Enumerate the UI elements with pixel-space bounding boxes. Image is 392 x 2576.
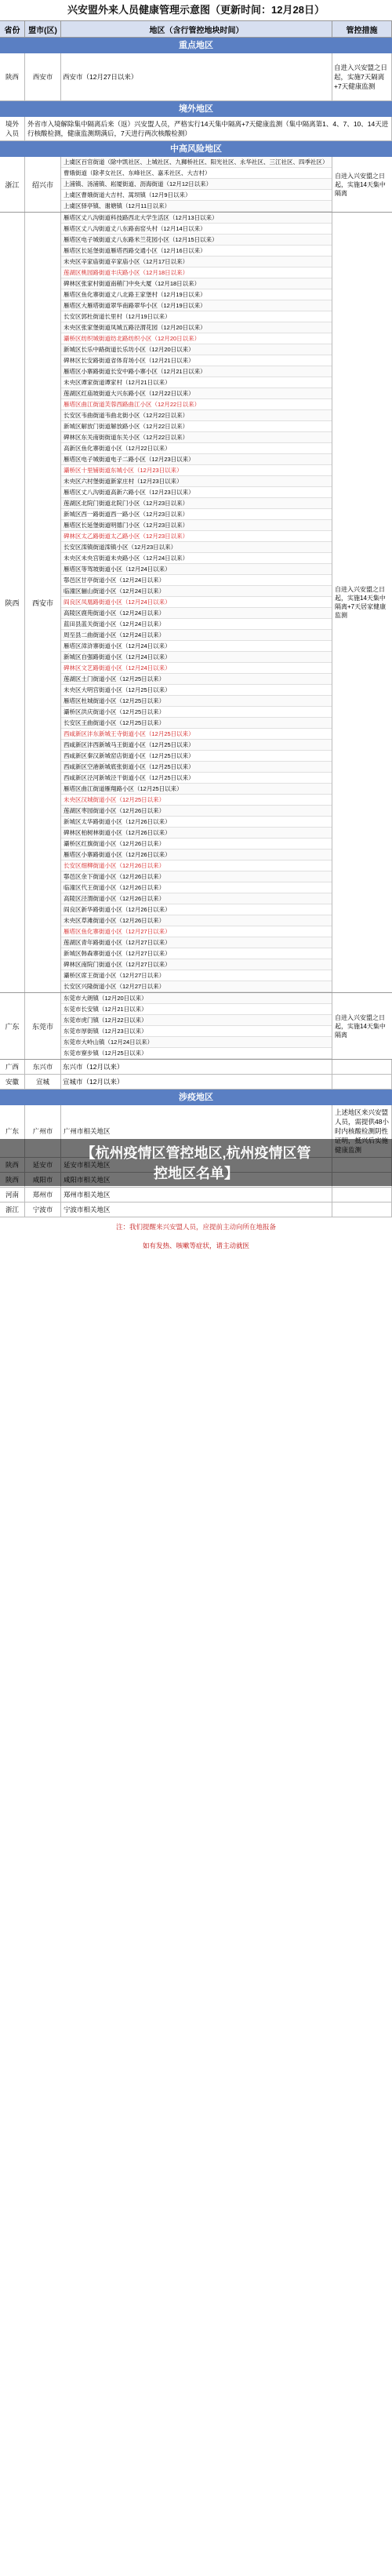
- city-cell: 宣城: [25, 1075, 61, 1089]
- area-item: 长安区滦镇街道滦镇小区（12月23日以来）: [61, 542, 332, 553]
- area-item: 东莞市虎门镇（12月22日以来）: [61, 1015, 332, 1026]
- city-cell: 西安市: [25, 53, 61, 100]
- area-item: 新城区长乐中路街道长乐坊小区（12月20日以来）: [61, 344, 332, 355]
- area-item: 长安区王曲街道小区（12月25日以来）: [61, 718, 332, 729]
- page-title: 兴安盟外来人员健康管理示意图（更新时间：12月28日）: [0, 0, 392, 21]
- area-item: 临潼区代王街道小区（12月26日以来）: [61, 882, 332, 893]
- area-item: 东莞市寮步镇（12月25日以来）: [61, 1048, 332, 1059]
- area-item: 碑林区南院门街道小区（12月27日以来）: [61, 959, 332, 970]
- area-item: 未央区张家堡街道凤城五路泾渭花园（12月20日以来）: [61, 322, 332, 333]
- area-item: 雁塔区丈八沟街道高新六路小区（12月23日以来）: [61, 487, 332, 498]
- area-item: 东莞市大岭山镇（12月24日以来）: [61, 1037, 332, 1048]
- area-item: 长安区细柳街道小区（12月26日以来）: [61, 860, 332, 871]
- area-item: 西咸新区沣东新城王寺街道小区（12月25日以来）: [61, 729, 332, 740]
- measure-cell: [332, 1060, 392, 1074]
- city-cell: 广州市: [25, 1105, 61, 1157]
- area-item: 东莞市厚街镇（12月23日以来）: [61, 1026, 332, 1037]
- area-item: 碑林区太乙路街道太乙路小区（12月23日以来）: [61, 531, 332, 542]
- area-item: 高新区鱼化寨街道小区（12月22日以来）: [61, 443, 332, 454]
- guangdong-areas: [61, 993, 332, 1059]
- header-city: 盟市(区): [25, 21, 61, 37]
- area-item: 东莞市大朗镇（12月20日以来）: [61, 993, 332, 1004]
- province-cell: 浙江: [0, 157, 25, 212]
- intl-text: 外省市入境解除集中隔离后来（返）兴安盟人员，严格实行14天集中隔离+7天健康监测（集中隔离第1、4、7、10、14天进行核酸检测，健康监测期满后，7天进行两次核酸检测）: [25, 117, 392, 140]
- area-item: 莲湖区红庙坡街道大兴东路小区（12月22日以来）: [61, 388, 332, 399]
- header-measures: 管控措施: [332, 21, 392, 37]
- city-cell: 绍兴市: [25, 157, 61, 212]
- area-item: 雁塔区鱼化寨街道小区（12月27日以来）: [61, 926, 332, 937]
- measure-cell: 自进入兴安盟之日起，实施14天集中隔离+7天居家健康监测: [335, 586, 387, 619]
- measure-cell: 自进入兴安盟之日起，实施14天集中隔离: [335, 1013, 386, 1039]
- area-item: 阎良区凤凰路街道小区（12月24日以来）: [61, 597, 332, 608]
- area-item: 灞桥区红旗街道小区（12月26日以来）: [61, 839, 332, 850]
- area-item: 西咸新区沣西新城马王街道小区（12月25日以来）: [61, 740, 332, 751]
- area-item: 莲湖区青年路街道小区（12月27日以来）: [61, 937, 332, 948]
- area-item: 未央区汉城街道小区（12月25日以来）: [61, 795, 332, 806]
- note-2: 如有发热、咳嗽等症状，请主动就医: [142, 1242, 249, 1250]
- area-item: 长安区兴隆街道小区（12月27日以来）: [61, 981, 332, 992]
- area-item: 蓝田县蓝关街道小区（12月24日以来）: [61, 619, 332, 630]
- area-item: 未央区辛家庙街道辛家庙小区（12月17日以来）: [61, 257, 332, 267]
- measure-cell: [332, 1075, 392, 1089]
- city-cell: 东莞市: [25, 993, 61, 1059]
- overlay-line-2: 控地区名单】: [154, 1166, 238, 1181]
- area-cell: 郑州市相关地区: [61, 1188, 332, 1202]
- area-item: 莲湖区北院门街道北院门小区（12月23日以来）: [61, 498, 332, 509]
- area-item: 新城区自强路街道小区（12月24日以来）: [61, 652, 332, 663]
- area-cell: 广州市相关地区: [61, 1105, 332, 1157]
- area-item: 东莞市长安镇（12月21日以来）: [61, 1004, 332, 1015]
- area-item: 碑林区长安路街道省体育场小区（12月21日以来）: [61, 355, 332, 366]
- province-cell: 陕西: [0, 53, 25, 100]
- anhui-row: [0, 1075, 392, 1090]
- area-item: 未央区草滩街道小区（12月26日以来）: [61, 915, 332, 926]
- area-item: 长安区韦曲街道韦曲北街小区（12月22日以来）: [61, 410, 332, 421]
- related-row: [0, 1188, 392, 1202]
- area-cell: 宁波市相关地区: [61, 1202, 332, 1217]
- area-item: 莲湖区枣园街道小区（12月26日以来）: [61, 806, 332, 817]
- area-item: 莲湖区桃园路街道丰庆路小区（12月18日以来）: [61, 267, 332, 278]
- key-row: [0, 53, 392, 101]
- city-cell: 郑州市: [25, 1188, 61, 1202]
- area-item: 雁塔区曲江街道雁翔路小区（12月25日以来）: [61, 784, 332, 795]
- city-cell: 西安市: [25, 213, 61, 992]
- area-item: 西咸新区泾河新城泾干街道小区（12月25日以来）: [61, 773, 332, 784]
- measure-cell: 自进入兴安盟之日起，实施14天集中隔离: [335, 172, 386, 197]
- area-item: 未央区大明宫街道小区（12月25日以来）: [61, 685, 332, 696]
- area-item: 雁塔区长延堡街道明德门小区（12月23日以来）: [61, 520, 332, 531]
- area-item: 雁塔区鱼化寨街道丈八北路王家堡村（12月19日以来）: [61, 289, 332, 300]
- area-item: 西咸新区秦汉新城窑店街道小区（12月25日以来）: [61, 751, 332, 762]
- area-item: 灞桥区席王街道小区（12月27日以来）: [61, 970, 332, 981]
- shaanxi-areas: [61, 213, 332, 992]
- area-item: 雁塔区小寨路街道长安中路小寨小区（12月21日以来）: [61, 366, 332, 377]
- area-item: 高陵区泾渭街道小区（12月26日以来）: [61, 893, 332, 904]
- measure-cell: [332, 1202, 392, 1217]
- area-item: 未央区六村堡街道新家庄村（12月23日以来）: [61, 476, 332, 487]
- area-item: 碑林区文艺路街道小区（12月24日以来）: [61, 663, 332, 674]
- area-item: 灞桥区十里铺街道东城小区（12月23日以来）: [61, 465, 332, 476]
- area-item: 灞桥区洪庆街道小区（12月25日以来）: [61, 707, 332, 718]
- header-province: 省份: [0, 21, 25, 37]
- province-cell: 广东: [0, 993, 25, 1059]
- area-item: 鄠邑区甘亭街道小区（12月24日以来）: [61, 575, 332, 586]
- area-item: 未央区谭家街道谭家村（12月21日以来）: [61, 377, 332, 388]
- area-item: 雁塔区长延堡街道雁塔西路交通小区（12月16日以来）: [61, 246, 332, 257]
- area-item: 雁塔区漳浒寨街道小区（12月24日以来）: [61, 641, 332, 652]
- area-item: 高陵区鹿苑街道小区（12月24日以来）: [61, 608, 332, 619]
- zhejiang-block: [0, 157, 392, 213]
- area-item: 新城区西一路街道西一路小区（12月23日以来）: [61, 509, 332, 520]
- overlay-line-1: 【杭州疫情区管控地区,杭州疫情区管: [81, 1145, 311, 1161]
- area-cell: 西安市（12月27日以来）: [61, 53, 332, 100]
- intl-label: 境外入员: [0, 117, 25, 140]
- section-foreign: 境外地区: [0, 101, 392, 117]
- zhejiang-areas: [61, 157, 332, 212]
- intl-row: [0, 117, 392, 141]
- area-item: 碑林区东关南街街道东关小区（12月22日以来）: [61, 432, 332, 443]
- province-cell: 河南: [0, 1188, 25, 1202]
- shaanxi-block: [0, 213, 392, 993]
- area-item: 新城区解放门街道解放路小区（12月22日以来）: [61, 421, 332, 432]
- area-item: 临潼区骊山街道小区（12月24日以来）: [61, 586, 332, 597]
- area-item: 碑林区柏树林街道小区（12月26日以来）: [61, 828, 332, 839]
- province-cell: 广西: [0, 1060, 25, 1074]
- province-cell: 广东: [0, 1105, 25, 1157]
- area-item: 长安区郭杜街道长里村（12月19日以来）: [61, 311, 332, 322]
- title-overlay: [0, 1139, 392, 1186]
- area-item: 碑林区张家村街道南稍门中央大厦（12月18日以来）: [61, 278, 332, 289]
- area-item: 上虞区驿亭镇、谢塘镇（12月11日以来）: [61, 201, 332, 212]
- area-item: 雁塔区丈八沟街道丈八东路南窑头村（12月14日以来）: [61, 224, 332, 235]
- measure-cell: 上述地区来兴安盟人员，需提供48小时内核酸检测阴性: [332, 1105, 392, 1157]
- table-header: [0, 21, 392, 38]
- city-cell: 宁波市: [25, 1202, 61, 1217]
- guangxi-row: [0, 1060, 392, 1075]
- measure-cell: 自进入兴安盟之日起，实施7天隔离+7天健康监测: [332, 53, 392, 100]
- area-item: 上虞区曹娥街道大吉村、蒿坝镇（12月9日以来）: [61, 190, 332, 201]
- section-risk: 中高风险地区: [0, 141, 392, 157]
- area-item: 上虞区百官街道（除中凯社区、上城社区、九狮桥社区、阳光社区、永华社区、三江社区、四季社区）: [61, 157, 332, 168]
- area-item: 鄠邑区余下街道小区（12月26日以来）: [61, 871, 332, 882]
- section-key-areas: 重点地区: [0, 38, 392, 53]
- area-item: 雁塔区曲江街道芙蓉西路曲江小区（12月22日以来）: [61, 399, 332, 410]
- area-item: 雁塔区大雁塔街道翠华南路翠华小区（12月19日以来）: [61, 300, 332, 311]
- area-item: 雁塔区小寨路街道小区（12月26日以来）: [61, 850, 332, 860]
- area-item: 新城区太华路街道小区（12月26日以来）: [61, 817, 332, 828]
- province-cell: 安徽: [0, 1075, 25, 1089]
- area-item: 雁塔区电子城街道电子二路小区（12月23日以来）: [61, 454, 332, 465]
- note-1: 注：我们提醒来兴安盟人员，应提前主动向所在地报备: [115, 1223, 276, 1231]
- section-related: 涉疫地区: [0, 1090, 392, 1105]
- area-item: 莲湖区土门街道小区（12月25日以来）: [61, 674, 332, 685]
- area-item: 灞桥区纺织城街道纺北路纺织小区（12月20日以来）: [61, 333, 332, 344]
- city-cell: 东兴市: [25, 1060, 61, 1074]
- guangdong-block: [0, 993, 392, 1060]
- province-cell: 浙江: [0, 1202, 25, 1217]
- area-item: 周至县二曲街道小区（12月24日以来）: [61, 630, 332, 641]
- area-item: 上浦镇、汤浦镇、崧厦街道、沥海街道（12月12日以来）: [61, 179, 332, 190]
- area-item: 新城区韩森寨街道小区（12月27日以来）: [61, 948, 332, 959]
- area-item: 雁塔区等驾坡街道小区（12月24日以来）: [61, 564, 332, 575]
- area-item: 未央区未央宫街道未央路小区（12月24日以来）: [61, 553, 332, 564]
- area-item: 雁塔区电子城街道丈八东路米兰花园小区（12月15日以来）: [61, 235, 332, 246]
- related-row: [0, 1202, 392, 1217]
- province-cell: 陕西: [0, 213, 25, 992]
- area-item: 雁塔区杜城街道小区（12月25日以来）: [61, 696, 332, 707]
- area-item: 曹娥街道（除孝女社区、东峰社区、嘉禾社区、大吉村）: [61, 168, 332, 179]
- header-area: 地区（含行管控地块时间）: [61, 21, 332, 37]
- area-item: 阎良区新华路街道小区（12月26日以来）: [61, 904, 332, 915]
- area-item: 雁塔区丈八沟街道科技路西北大学生活区（12月13日以来）: [61, 213, 332, 224]
- measure-cell: [332, 1188, 392, 1202]
- area-cell: 东兴市（12月以来）: [61, 1060, 332, 1074]
- area-cell: 宣城市（12月以来）: [61, 1075, 332, 1089]
- area-item: 西咸新区空港新城底张街道小区（12月25日以来）: [61, 762, 332, 773]
